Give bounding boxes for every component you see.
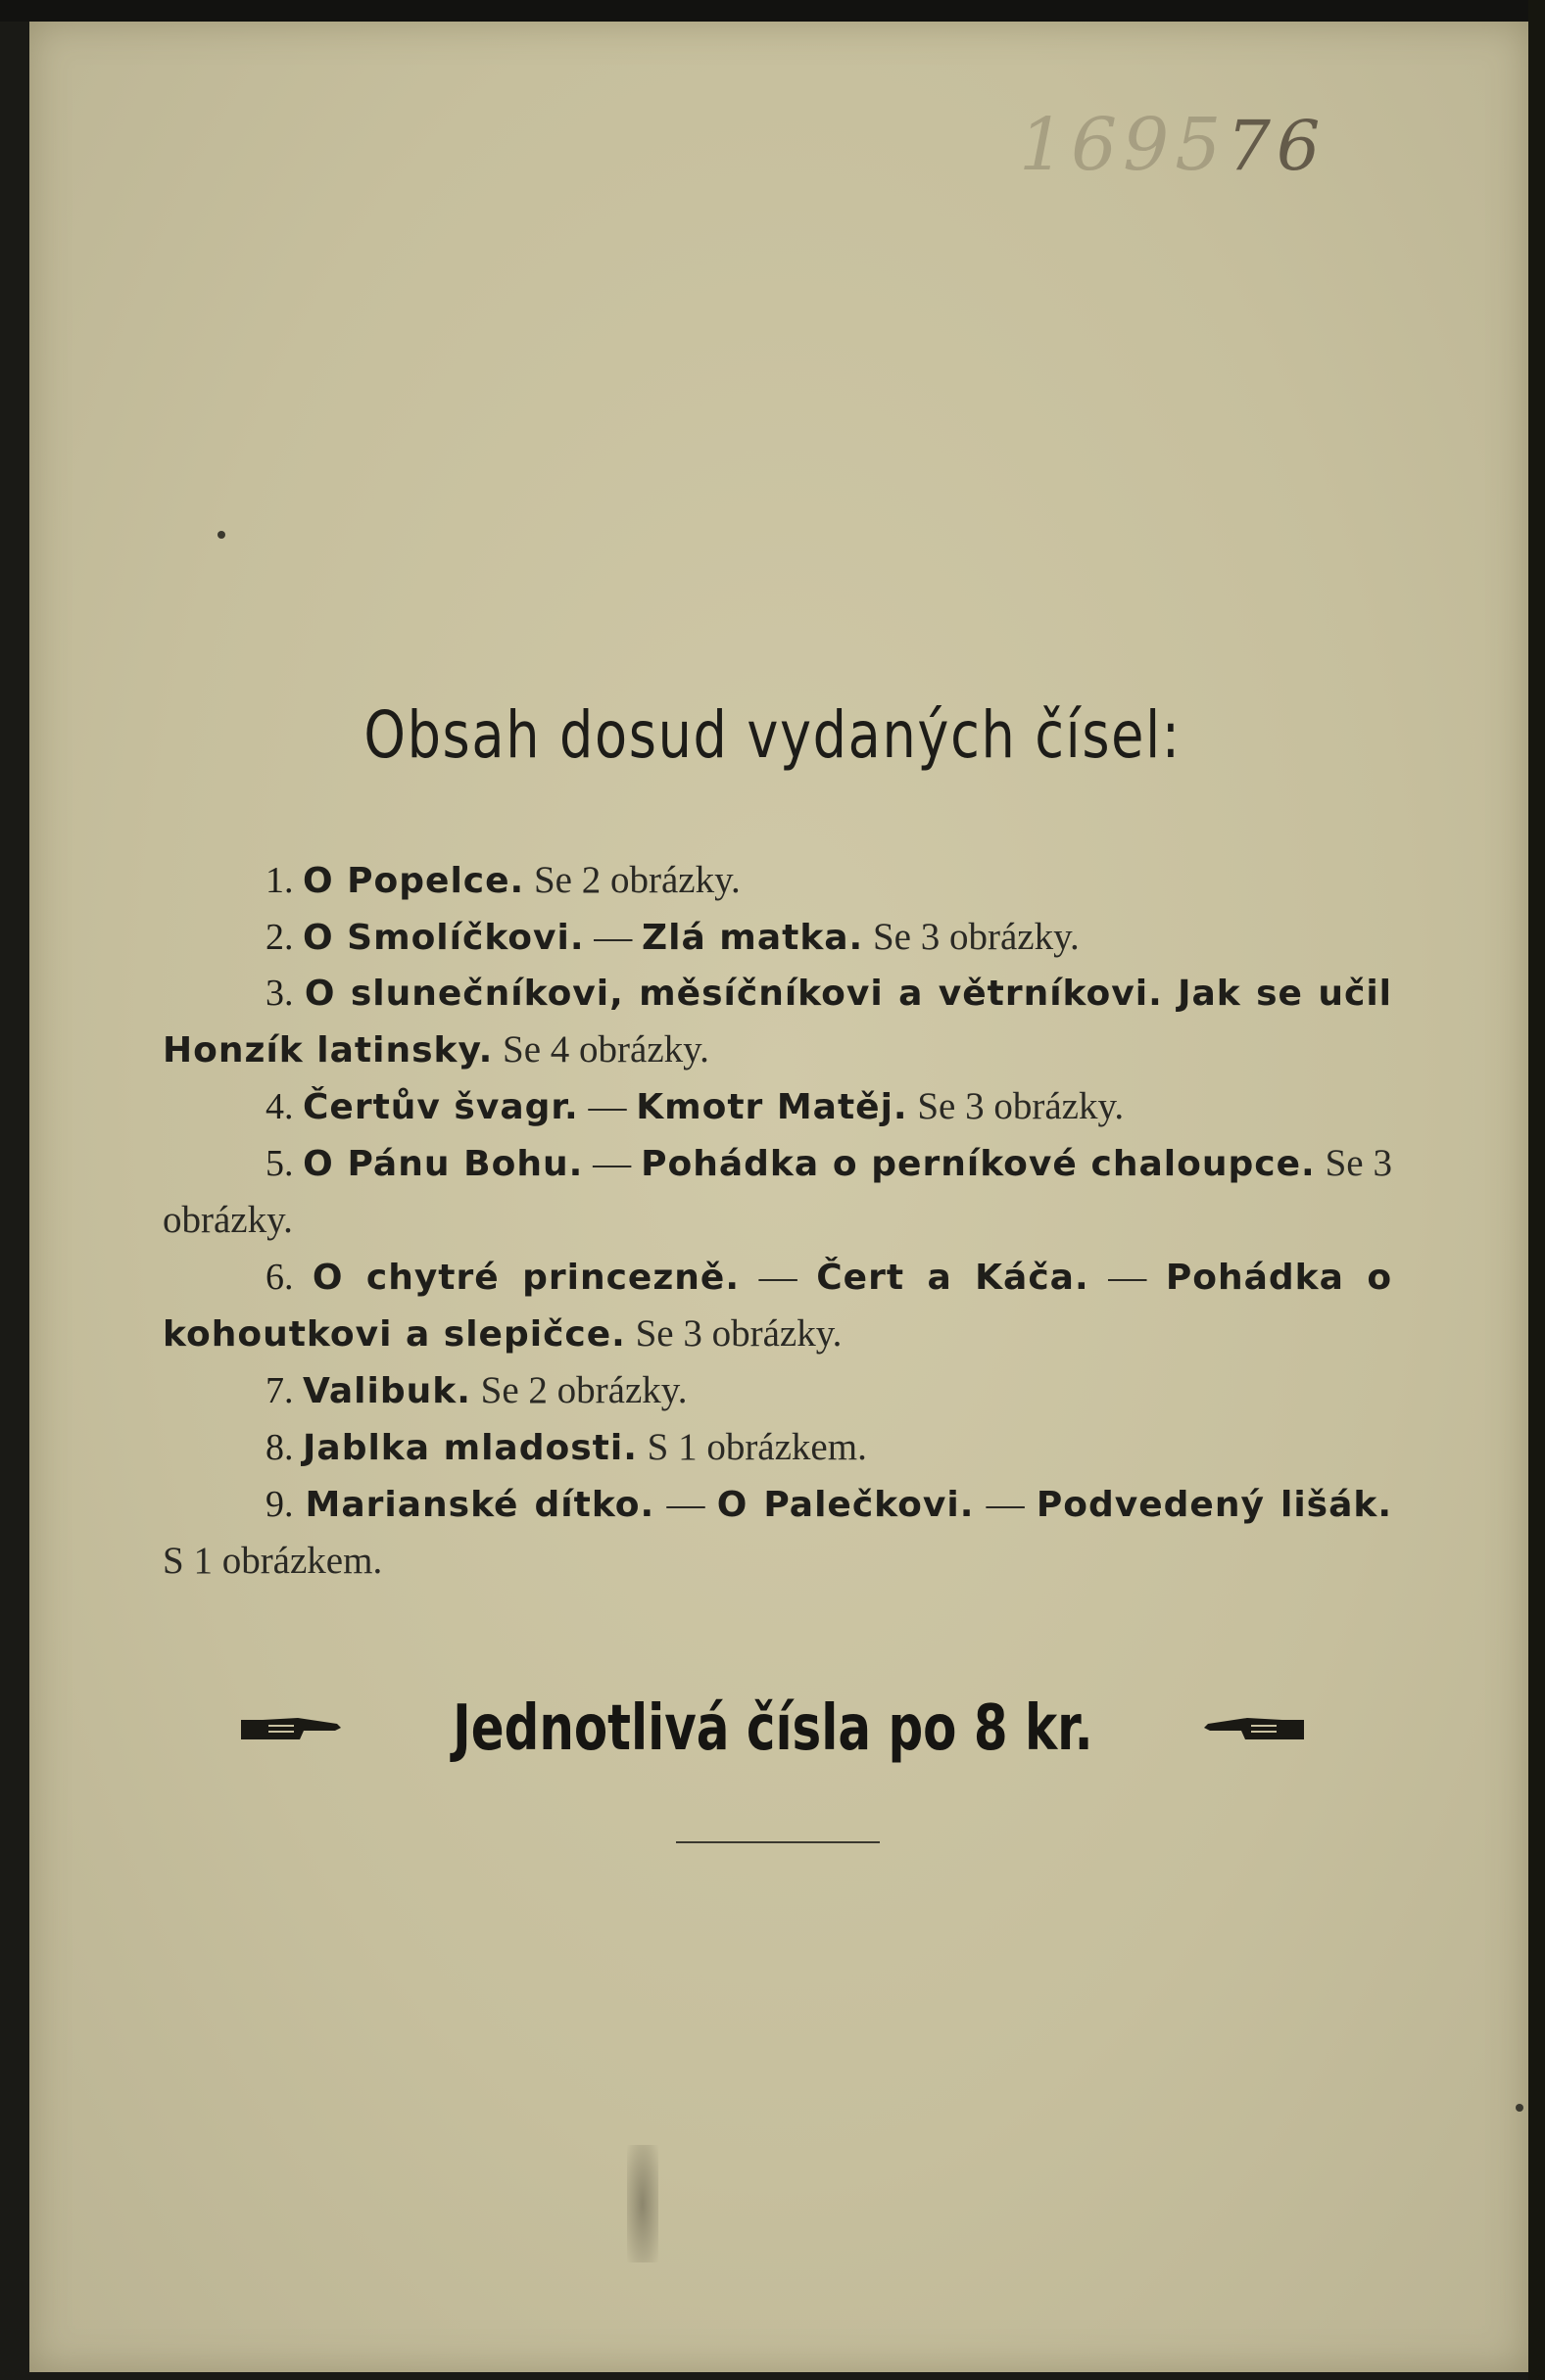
story-title: Pohádka o kohoutkovi a slepičce. bbox=[163, 1258, 1393, 1355]
item-number: 2. bbox=[266, 917, 294, 958]
ink-speck bbox=[1516, 2104, 1523, 2112]
faded-pencil-number: 1695 bbox=[1019, 103, 1228, 187]
story-title: O Palečkovi. bbox=[716, 1485, 975, 1525]
item-note: Se 3 obrázky. bbox=[907, 1085, 1125, 1127]
item-note: — bbox=[974, 1483, 1037, 1525]
story-title: Čert a Káča. bbox=[816, 1258, 1089, 1298]
list-item bbox=[163, 852, 1392, 909]
price-note bbox=[0, 1687, 1545, 1765]
item-note: — bbox=[583, 1142, 642, 1184]
list-item bbox=[163, 1135, 1392, 1249]
pointing-hand-left-icon bbox=[1198, 1712, 1306, 1745]
item-note: — bbox=[740, 1256, 817, 1298]
scan-top-border bbox=[0, 0, 1545, 22]
item-note: S 1 obrázkem. bbox=[163, 1540, 383, 1582]
list-item bbox=[163, 966, 1392, 1078]
price-text: Jednotlivá čísla po 8 kr. bbox=[452, 1692, 1093, 1766]
scan-right-border bbox=[1528, 0, 1545, 2380]
list-item bbox=[163, 909, 1392, 966]
story-title: O Smolíčkovi. bbox=[303, 918, 585, 958]
story-title: O Pánu Bohu. bbox=[303, 1144, 584, 1184]
pointing-hand-right-icon bbox=[239, 1712, 347, 1745]
item-note: Se 4 obrázky. bbox=[493, 1028, 709, 1071]
item-note: Se 2 obrázky. bbox=[524, 859, 741, 901]
page-smudge bbox=[627, 2145, 658, 2262]
story-title: Podvedený lišák. bbox=[1036, 1485, 1392, 1525]
item-note: — bbox=[578, 1085, 637, 1127]
item-note: Se 3 obrázky. bbox=[863, 916, 1080, 958]
item-note: — bbox=[584, 916, 643, 958]
story-title: Jablka mladosti. bbox=[303, 1428, 638, 1468]
story-title: Zlá matka. bbox=[642, 918, 864, 958]
story-title: O slunečníkovi, měsíčníkovi a větrníkovi. Jak se učil Honzík latinsky. bbox=[163, 974, 1393, 1071]
handwritten-annotation bbox=[1019, 103, 1326, 187]
item-note: Se 3 obrázky. bbox=[625, 1312, 843, 1355]
story-title: Čertův švagr. bbox=[303, 1087, 579, 1127]
item-note: Se 2 obrázky. bbox=[470, 1369, 688, 1411]
page-title: Obsah dosud vydaných čísel: bbox=[363, 697, 1182, 773]
list-item bbox=[163, 1419, 1392, 1476]
item-number: 4. bbox=[266, 1086, 294, 1127]
story-title: Pohádka o perníkové chaloupce. bbox=[641, 1144, 1316, 1184]
story-title: O Popelce. bbox=[303, 861, 525, 901]
item-note: S 1 obrázkem. bbox=[637, 1426, 867, 1468]
list-item bbox=[163, 1078, 1392, 1135]
item-number: 6. bbox=[266, 1257, 294, 1298]
story-title: O chytré princezně. bbox=[312, 1258, 741, 1298]
list-item bbox=[163, 1476, 1392, 1590]
item-number: 8. bbox=[266, 1427, 294, 1468]
story-title: Valibuk. bbox=[303, 1371, 471, 1411]
item-number: 7. bbox=[266, 1370, 294, 1411]
item-number: 9. bbox=[266, 1484, 294, 1525]
list-item bbox=[163, 1249, 1392, 1362]
ink-number: 76 bbox=[1227, 106, 1327, 186]
item-note: — bbox=[654, 1483, 717, 1525]
story-title: Kmotr Matěj. bbox=[636, 1087, 908, 1127]
issues-list bbox=[163, 852, 1392, 1590]
item-number: 3. bbox=[266, 973, 294, 1014]
list-item bbox=[163, 1362, 1392, 1419]
item-number: 5. bbox=[266, 1143, 294, 1184]
ink-speck bbox=[217, 531, 225, 539]
item-note: — bbox=[1088, 1256, 1166, 1298]
item-note: Se 3 obrázky. bbox=[163, 1142, 1393, 1241]
closing-rule bbox=[676, 1841, 880, 1843]
story-title: Marianské dítko. bbox=[305, 1485, 655, 1525]
item-number: 1. bbox=[266, 860, 294, 901]
